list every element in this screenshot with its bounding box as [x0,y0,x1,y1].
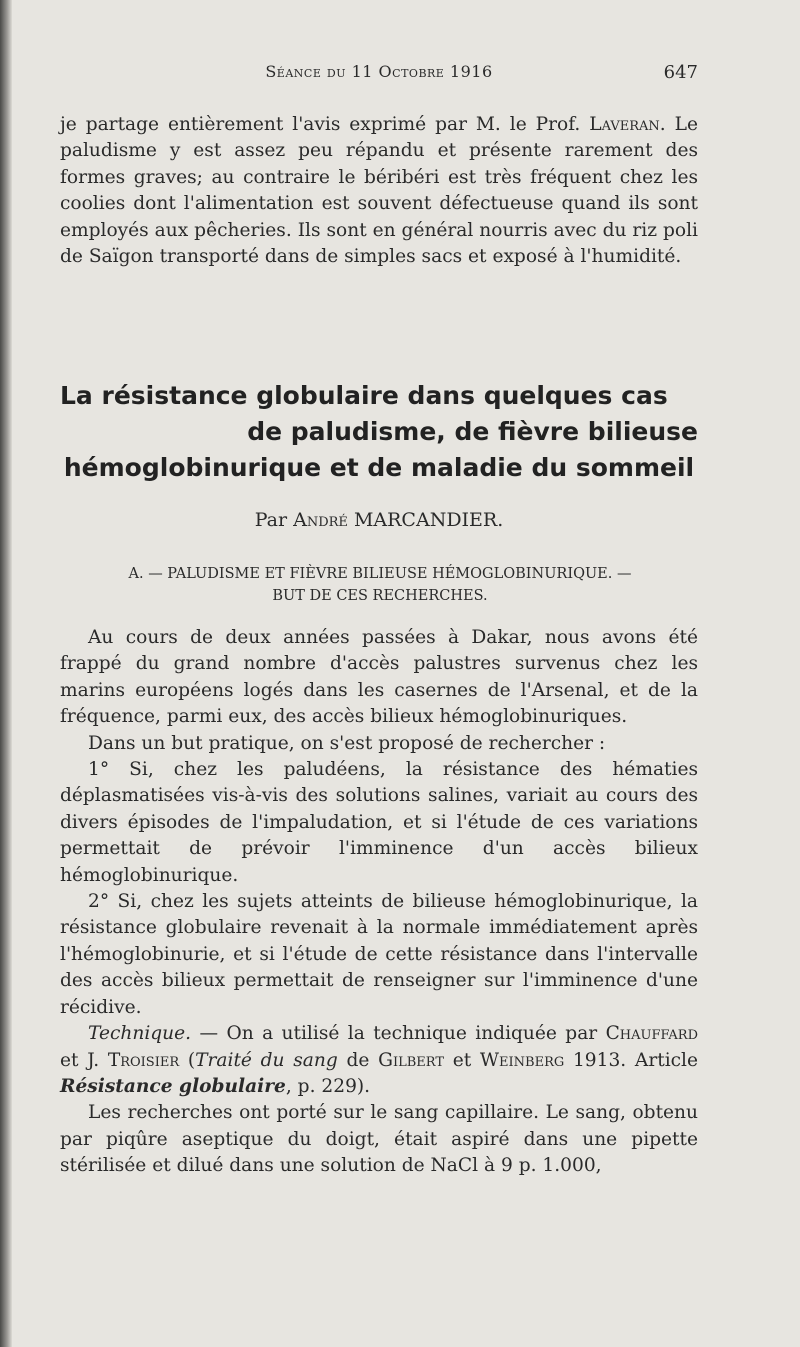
author-name-troisier: Troisier [107,1049,180,1071]
technique-text-e: et [444,1049,480,1071]
body-paragraph-4: 2° Si, chez les sujets atteints de bilieuse hémoglobinurique, la résistance globulaire revenait à la normale immédiatement après l'hémoglobinurie, et si l'étude de cette résistance dans l'intervalle des accès bilieux permettait de renseigner sur l'imminence d'une récidive. [60,891,698,1018]
author-name-weinberg: Weinberg [479,1049,565,1071]
reference-article: Résistance globulaire [60,1075,286,1097]
technique-text-f: 1913. Article [564,1049,699,1071]
reference-title: Traité du sang [195,1049,338,1071]
article-body [60,625,698,1180]
technique-text-a: — On a utilisé la technique indiquée par [191,1023,606,1045]
article-title [60,378,698,486]
technique-text-c: ( [179,1049,196,1071]
intro-paragraph [60,112,698,270]
article-title-line-2: de paludisme, de fièvre bilieuse [247,417,698,446]
running-title: Séance du 11 Octobre 1916 [265,62,493,81]
body-paragraph-3: 1° Si, chez les paludéens, la résistance des hématies déplasmatisées vis-à-vis des solutions salines, variait au cours des divers épisodes de l'impaludation, et si l'étude de ces variations permettait de prévoir l'imminence d'un accès bilieux hémoglobinurique. [60,759,698,886]
author-last-name: MARCANDIER. [353,509,504,531]
technique-text-b: et J. [60,1049,108,1071]
body-paragraph-1: Au cours de deux années passées à Dakar, nous avons été frappé du grand nombre d'accès palustres survenus chez les marins européens logés dans les casernes de l'Arsenal, et de la fréquence, parmi eux, des accès bilieux hémoglobinuriques. [60,627,698,728]
intro-text-start: je partage entièrement l'avis exprimé par M. le Prof. [60,114,590,135]
article-author [60,509,698,531]
body-paragraph-2: Dans un but pratique, on s'est proposé de rechercher : [88,732,606,754]
author-prefix: Par [254,509,294,531]
author-name-chauffard: Chauffard [605,1023,698,1045]
author-name-gilbert: Gilbert [378,1049,444,1071]
body-paragraph-technique [60,1021,698,1100]
page-number: 647 [663,62,698,83]
body-paragraph-6: Les recherches ont porté sur le sang capillaire. Le sang, obtenu par piqûre aseptique du doigt, était aspiré dans une pipette stérilisée et dilué dans une solution de NaCl à 9 p. 1.000, [60,1102,698,1177]
section-heading-line-1: A. — PALUDISME ET FIÈVRE BILIEUSE HÉMOGLOBINURIQUE. — [128,566,632,582]
running-header [60,62,698,88]
technique-text-d: de [337,1049,379,1071]
technique-label: Technique. [88,1023,192,1045]
article-title-line-1: La résistance globulaire dans quelques cas [60,381,668,410]
section-heading-line-2: BUT DE CES RECHERCHES. [272,588,488,604]
author-first-name: André [293,509,348,531]
technique-text-g: , p. 229). [285,1075,371,1097]
intro-text-end: . Le paludisme y est assez peu répandu et présente rarement des formes graves; au contraire le béribéri est très fréquent chez les coolies dont l'alimentation est souvent défectueuse quand ils sont employés aux pêcheries. Ils sont en général nourris avec du riz poli de Saïgon transporté dans de simples sacs et exposé à l'humidité. [60,114,698,268]
page-gutter-shadow [0,0,12,1347]
section-heading [80,563,680,607]
article-title-line-3: hémoglobinurique et de maladie du sommeil [63,453,695,482]
author-name-laveran: Laveran [589,114,660,135]
